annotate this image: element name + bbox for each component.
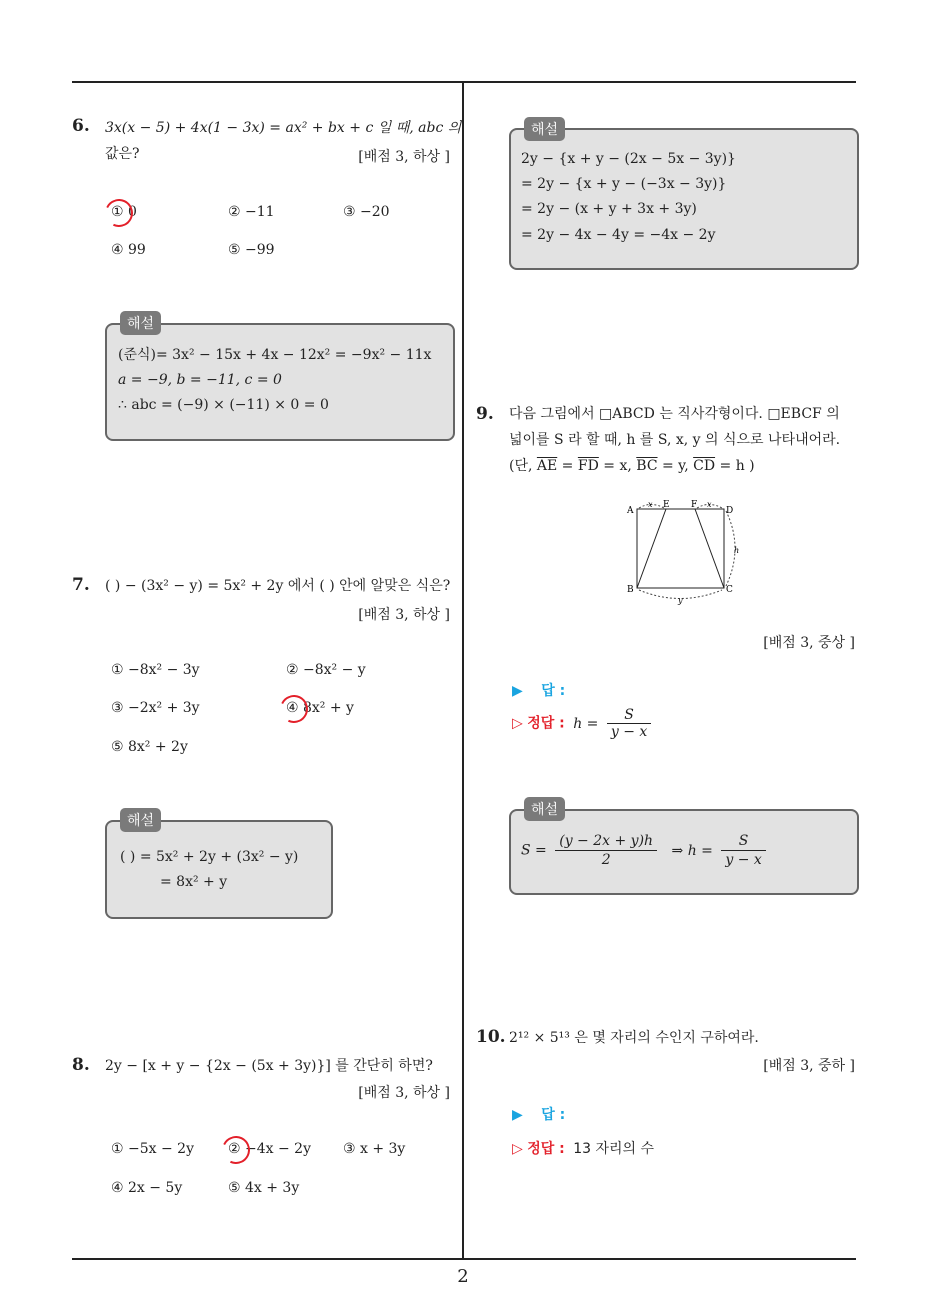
q7-answer-mark [276, 691, 312, 727]
q8-solution-line1: 2y − {x + y − (2x − 5x − 3y)} [521, 151, 736, 167]
label-f: F [691, 500, 698, 510]
q9-sol-numerator2: S [721, 832, 765, 851]
q10-number: 10. [476, 1027, 506, 1047]
q10-correct-label: 정답 : [527, 1141, 565, 1157]
q9-seg-ae: $\overline{AE}$ [536, 458, 558, 474]
q10-answer-row [512, 1103, 770, 1124]
q6-choice-3[interactable]: ③ −20 [343, 204, 390, 220]
q6-solution-line1: (준식)= 3x² − 15x + 4x − 12x² = −9x² − 11x [118, 347, 432, 363]
q7-text-line1: ( ) − (3x² − y) = 5x² + 2y 에서 ( ) 안에 알맞은 식은? [105, 578, 451, 594]
q6-text-line2: 값은? [105, 146, 140, 162]
label-e: E [663, 500, 670, 510]
q10-answer-input[interactable] [570, 1103, 770, 1119]
q9-sol-denominator2: y − x [725, 852, 762, 868]
label-y: y [678, 596, 683, 605]
q9-text-line3 [509, 453, 755, 479]
q7-choice-1[interactable]: ① −8x² − 3y [111, 662, 200, 678]
q10-level: [배점 3, 중하 ] [763, 1058, 855, 1074]
q6-solution-line3: ∴ abc = (−9) × (−11) × 0 = 0 [118, 397, 329, 413]
q9-answer-label: 답 : [541, 683, 566, 699]
q10-correct-row [512, 1138, 654, 1158]
q9-sol-fraction1 [555, 832, 657, 869]
q6-solution-label: 해설 [120, 311, 161, 335]
q7-choice-3[interactable]: ③ −2x² + 3y [111, 700, 200, 716]
q9-text-line2: 넓이를 S 라 할 때, h 를 S, x, y 의 식으로 나타내어라. [509, 432, 841, 448]
label-c: C [726, 585, 733, 595]
label-h: h [734, 546, 740, 555]
filled-triangle-icon: ▶ [512, 1107, 523, 1123]
q6-level: [배점 3, 하상 ] [358, 149, 450, 165]
q8-solution-line4: = 2y − 4x − 4y = −4x − 2y [521, 227, 716, 243]
q8-solution-label: 해설 [524, 117, 565, 141]
q9-text-line1: 다음 그림에서 □ABCD 는 직사각형이다. □EBCF 의 [509, 406, 840, 422]
q9-text-line3-prefix: (단, [509, 458, 537, 474]
q9-number: 9. [476, 404, 494, 424]
q6-solution-line2: a = −9, b = −11, c = 0 [118, 372, 282, 388]
q9-text-line3-mid1: = [557, 458, 578, 474]
q9-correct-numerator: S [607, 707, 651, 724]
q9-figure [620, 495, 750, 607]
q8-choice-5[interactable]: ⑤ 4x + 3y [228, 1180, 300, 1196]
q7-choice-2[interactable]: ② −8x² − y [286, 662, 366, 678]
q8-choice-2[interactable]: ② −4x − 2y [228, 1141, 311, 1157]
q9-seg-fd: $\overline{FD}$ [577, 458, 599, 474]
q9-seg-bc: $\overline{BC}$ [636, 458, 658, 474]
q10-correct-value: 13 자리의 수 [573, 1141, 655, 1157]
q8-text-line1: 2y − [x + y − {2x − (5x + 3y)}] 를 간단히 하면? [105, 1058, 433, 1074]
page-number: 2 [457, 1266, 469, 1287]
q7-choice-5[interactable]: ⑤ 8x² + 2y [111, 739, 188, 755]
q6-number: 6. [72, 116, 90, 136]
q8-number: 8. [72, 1055, 90, 1075]
q9-correct-lhs: h = [573, 715, 599, 732]
label-a: A [627, 506, 634, 516]
filled-triangle-icon: ▶ [512, 683, 523, 699]
q9-sol-lhs: S = [521, 842, 547, 859]
q6-answer-mark [101, 195, 137, 231]
column-divider [462, 81, 464, 1259]
q9-text-line3-end: = h ) [715, 458, 755, 474]
q8-solution-line2: = 2y − {x + y − (−3x − 3y)} [521, 176, 727, 192]
bottom-rule [72, 1258, 856, 1260]
q9-solution-label: 해설 [524, 797, 565, 821]
q9-correct-label: 정답 : [527, 715, 565, 732]
q9-level: [배점 3, 중상 ] [763, 635, 855, 651]
q8-answer-mark [218, 1132, 254, 1168]
top-rule [72, 81, 856, 83]
q8-level: [배점 3, 하상 ] [358, 1085, 450, 1101]
q6-choice-1[interactable]: ① 0 [111, 204, 137, 220]
q7-level: [배점 3, 하상 ] [358, 607, 450, 623]
outline-triangle-icon: ▷ [512, 1141, 523, 1157]
q8-choice-3[interactable]: ③ x + 3y [343, 1141, 406, 1157]
q9-text-line3-mid2: = x, [598, 458, 637, 474]
q9-correct-denominator: y − x [610, 724, 648, 740]
q9-text-line3-mid3: = y, [657, 458, 694, 474]
label-x2: x [707, 500, 712, 509]
q9-correct-row [512, 707, 655, 740]
q9-sol-numerator1: (y − 2x + y)h [555, 832, 657, 851]
outline-triangle-icon: ▷ [512, 715, 523, 732]
q9-answer-input[interactable] [570, 679, 770, 695]
q7-choice-4[interactable]: ④ 8x² + y [286, 700, 354, 716]
label-b: B [627, 585, 634, 595]
q8-solution-line3: = 2y − (x + y + 3x + 3y) [521, 201, 697, 217]
q9-solution-line [521, 832, 770, 869]
q9-sol-denominator1: 2 [601, 852, 611, 868]
q9-seg-cd: $\overline{CD}$ [693, 458, 716, 474]
q6-text-line1: 3x(x − 5) + 4x(1 − 3x) = ax² + bx + c 일 때, abc 의 [105, 120, 462, 136]
q6-choice-4[interactable]: ④ 99 [111, 242, 146, 258]
q9-answer-row [512, 679, 770, 700]
q7-solution-line1: ( ) = 5x² + 2y + (3x² − y) [120, 849, 299, 865]
q9-correct-fraction [607, 707, 651, 740]
q7-solution-line2: = 8x² + y [160, 874, 228, 890]
q8-choice-1[interactable]: ① −5x − 2y [111, 1141, 194, 1157]
q6-choice-2[interactable]: ② −11 [228, 204, 275, 220]
q6-choice-5[interactable]: ⑤ −99 [228, 242, 275, 258]
q8-choice-4[interactable]: ④ 2x − 5y [111, 1180, 183, 1196]
label-d: D [726, 506, 734, 516]
rectangle-abcd [637, 509, 724, 588]
q10-answer-label: 답 : [541, 1107, 566, 1123]
q7-solution-label: 해설 [120, 808, 161, 832]
label-x1: x [648, 500, 653, 509]
q10-text-line1: 2¹² × 5¹³ 은 몇 자리의 수인지 구하여라. [509, 1030, 759, 1046]
segment-fc [695, 509, 724, 588]
q9-sol-fraction2 [721, 832, 765, 869]
segment-eb [637, 509, 666, 588]
q9-sol-mid: ⇒ h = [671, 842, 713, 859]
q7-number: 7. [72, 575, 90, 595]
